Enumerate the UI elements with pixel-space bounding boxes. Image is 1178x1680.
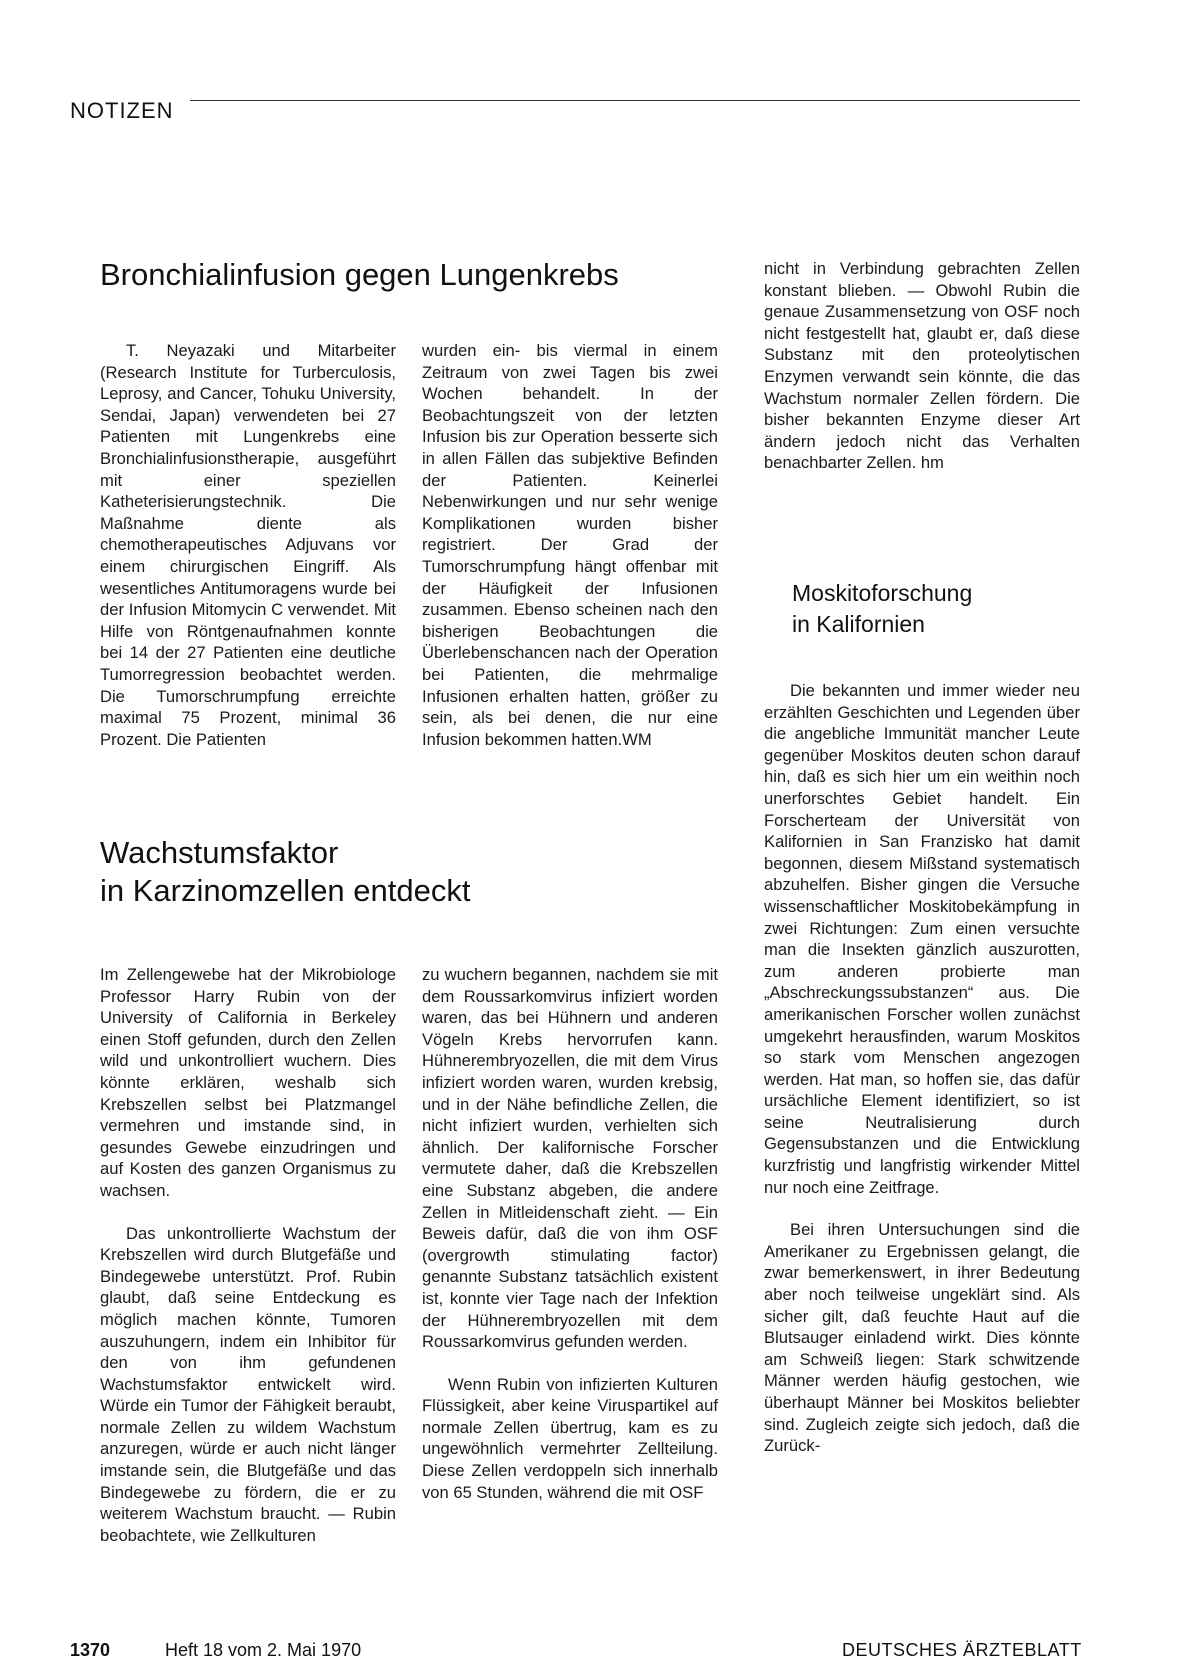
article2-title-line1: Wachstumsfaktor: [100, 835, 339, 870]
article1-col1-text: T. Neyazaki und Mitarbeiter (Research Institute for Turberculosis, Leprosy, and Cancer, Tohuku University, Sendai, Japan) verwendeten bei 27 Patienten mit Lungenkrebs eine Bronchialinfusionstherapie, ausgeführt mit einer speziellen Katheterisierungstechnik. Die Maßnahme diente als chemotherapeutisches Adjuvans vor einem chirurgischen Eingriff. Als wesentliches Antitumoragens wurde bei der Infusion Mitomycin C verwendet. Mit Hilfe von Röntgenaufnahmen konnte bei 14 der 27 Patienten eine deutliche Tumorregression beobachtet werden. Die Tumorschrumpfung erreichte maximal 75 Prozent, minimal 36 Prozent. Die Patienten: [100, 341, 396, 749]
article3-title-line2: in Kalifornien: [792, 611, 925, 637]
article1-column-2: [422, 340, 718, 750]
page-number: 1370: [70, 1640, 111, 1660]
section-label: NOTIZEN: [70, 98, 174, 123]
article3-paragraph-1: Die bekannten und immer wieder neu erzählten Geschichten und Legenden über die angebliche Immunität mancher Leute gegenüber Moskitos deuten schon darauf hin, daß es sich hier um ein weithin noch unerforschtes Gebiet handelt. Ein Forscherteam der Universität von Kalifornien in San Franzisko hat damit begonnen, diesem Mißstand systematisch abzuhelfen. Bisher gingen die Versuche wissenschaftlicher Moskitobekämpfung in zwei Richtungen: Zum einen versuchte man die Insekten gänzlich auszurotten, zum anderen probierte man „Abschreckungssubstanzen“ aus. Die amerikanischen Forscher wollen zunächst umgekehrt herausfinden, warum Moskitos so stark vom Menschen angezogen werden. Hat man, so hoffen sie, das dafür ursächliche Element identifiziert, so ist seine Neutralisierung durch Gegensubstanzen und die Entwicklung kurzfristig und langfristig wirkender Mittel nur noch eine Zeitfrage.: [764, 681, 1080, 1197]
article2-col1-paragraph-2: Das unkontrollierte Wachstum der Krebszellen wird durch Blutgefäße und Bindegewebe unterstützt. Prof. Rubin glaubt, daß seine Entdeckung es möglich machen könnte, Tumoren auszuhungern, indem ein Inhibitor für den von ihm gefundenen Wachstumsfaktor entwickelt wird. Würde ein Tumor der Fähigkeit beraubt, normale Zellen zu wildem Wachstum anzuregen, würde er auch nicht länger imstande sein, die Blutgefäße und das Bindegewebe zu fördern, die er zu weiterem Wachstum braucht. — Rubin beobachtete, wie Zellkulturen: [100, 1223, 396, 1545]
article3-title: [792, 578, 972, 640]
header-rule: [190, 100, 1080, 101]
article2-column-1: [100, 964, 396, 1546]
article2-col2-paragraph-2: Wenn Rubin von infizierten Kulturen Flüssigkeit, aber keine Viruspartikel auf normale Zellen übertrug, kam es zu ungewöhnlich vermehrter Zellteilung. Diese Zellen verdoppeln sich innerhalb von 65 Stunden, während die mit OSF: [422, 1374, 718, 1502]
article2-continuation: [764, 258, 1080, 474]
article3-body: [764, 680, 1080, 1457]
article3-paragraph-2: Bei ihren Untersuchungen sind die Amerikaner zu Ergebnissen gelangt, die zwar bemerkenswert, in ihrer Bedeutung aber noch teilweise ungeklärt sind. Als sicher gilt, daß feuchte Haut auf die Blutsauger einladend wirkt. Dies könnte am Schweiß liegen: Stark schwitzende Männer werden häufig gestochen, wie überhaupt Männer bei Moskitos beliebter sind. Zugleich zeigte sich jedoch, daß die Zurück-: [764, 1220, 1080, 1456]
article2-continuation-text: nicht in Verbindung gebrachten Zellen konstant blieben. — Obwohl Rubin die genaue Zusammensetzung von OSF noch nicht festgestellt hat, glaubt er, daß diese Substanz mit den proteolytischen Enzymen verwandt sein könnte, die das Wachstum normaler Zellen fördern. Die bisher bekannten Enzyme dieser Art ändern jedoch nicht das Verhalten benachbarter Zellen. hm: [764, 259, 1080, 473]
article1-title: Bronchialinfusion gegen Lungenkrebs: [100, 257, 619, 292]
article1-col2-text: wurden ein- bis viermal in einem Zeitraum von zwei Tagen bis zwei Wochen behandelt. In der Beobachtungszeit von der letzten Infusion bis zur Operation besserte sich in allen Fällen das subjektive Befinden der Patienten. Keinerlei Nebenwirkungen und nur sehr wenige Komplikationen wurden bisher registriert. Der Grad der Tumorschrumpfung hängt offenbar mit der Häufigkeit der Infusionen zusammen. Ebenso scheinen nach den bisherigen Beobachtungen die Überlebenschancen nach der Operation bei Patienten, die mehrmalige Infusionen erhalten hatten, größer zu sein, als bei denen, die nur eine Infusion bekommen hatten.WM: [422, 341, 718, 749]
article2-title: [100, 834, 470, 910]
issue-info: Heft 18 vom 2. Mai 1970: [165, 1640, 362, 1660]
article2-title-line2: in Karzinomzellen entdeckt: [100, 873, 471, 908]
article1-column-1: [100, 340, 396, 750]
article2-col2-paragraph-1: zu wuchern begannen, nachdem sie mit dem Roussarkomvirus infiziert worden waren, das bei Hühnern und anderen Vögeln Krebs hervorrufen kann. Hühnerembryozellen, die mit dem Virus infiziert worden waren, wurden krebsig, und in der Nähe befindliche Zellen, die nicht infiziert wurden, verhielten sich ähnlich. Der kalifornische Forscher vermutete daher, daß die Krebszellen eine Substanz abgeben, die andere Zellen in Mitleidenschaft zieht. — Ein Beweis dafür, daß die von ihm OSF (overgrowth stimulating factor) genannte Substanz tatsächlich existent ist, konnte vier Tage nach der Infektion der Hühnerembryozellen mit dem Roussarkomvirus gefunden werden.: [422, 965, 718, 1352]
journal-name: DEUTSCHES ÄRZTEBLATT: [842, 1640, 1082, 1660]
article2-col1-paragraph-1: Im Zellengewebe hat der Mikrobiologe Professor Harry Rubin von der University of California in Berkeley einen Stoff gefunden, durch den Zellen wild und unkontrolliert wuchern. Dies könnte erklären, weshalb sich Krebszellen selbst bei Platzmangel vermehren und imstande sind, in gesundes Gewebe einzudringen und auf Kosten des ganzen Organismus zu wachsen.: [100, 965, 396, 1200]
article3-title-line1: Moskitoforschung: [792, 580, 973, 606]
article2-column-2: [422, 964, 718, 1503]
